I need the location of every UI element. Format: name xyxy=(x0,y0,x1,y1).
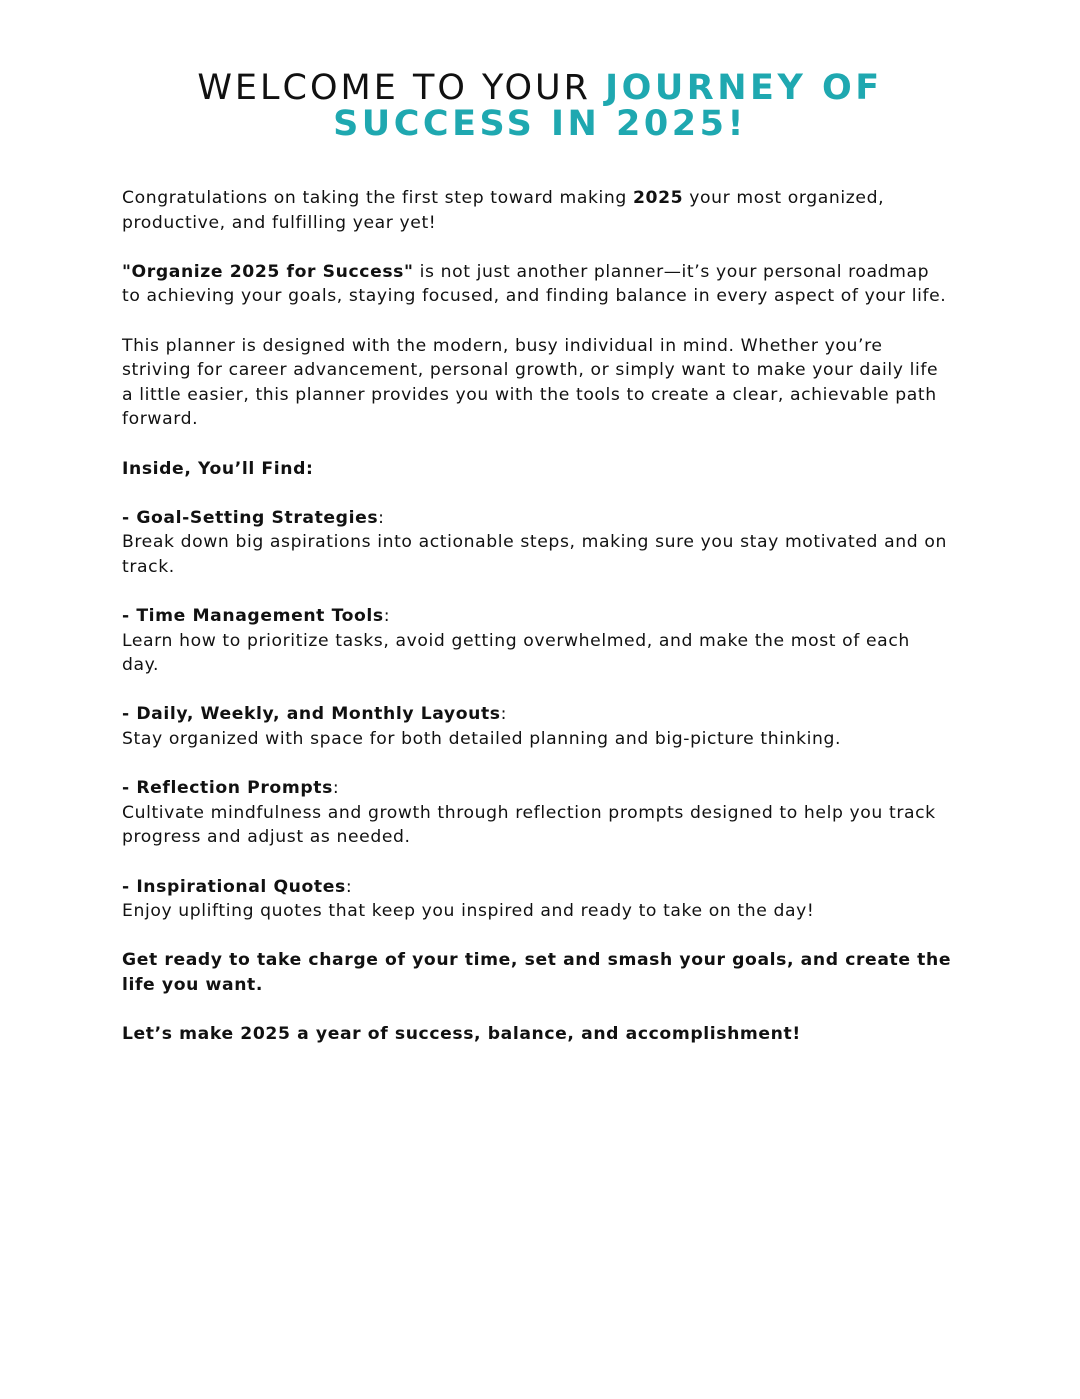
feature-description-reflection: Cultivate mindfulness and growth through reflection prompts designed to help you track progress and adjust as needed. xyxy=(122,802,936,848)
intro-p1-before: Congratulations on taking the first step toward making xyxy=(122,188,633,208)
title-plain-text: WELCOME TO YOUR xyxy=(197,68,606,108)
feature-colon: : xyxy=(345,876,353,897)
feature-description-quotes: Enjoy uplifting quotes that keep you inspired and ready to take on the day! xyxy=(122,901,815,922)
title-accent-line-2: SUCCESS IN 2025! xyxy=(333,104,747,144)
planner-name: "Organize 2025 for Success" xyxy=(122,261,414,282)
feature-colon: : xyxy=(378,507,385,528)
closing-line-2: Let’s make 2025 a year of success, balance, and accomplishment! xyxy=(122,1024,801,1045)
feature-description-layouts: Stay organized with space for both detailed planning and big-picture thinking. xyxy=(122,729,842,750)
feature-title-reflection xyxy=(122,776,952,801)
inside-heading: Inside, You’ll Find: xyxy=(122,458,314,479)
feature-title-time-management xyxy=(122,604,952,629)
title-accent-line-1: JOURNEY OF xyxy=(605,68,883,108)
feature-title-text: - Daily, Weekly, and Monthly Layouts xyxy=(122,704,501,725)
feature-title-text: - Reflection Prompts xyxy=(122,778,333,799)
feature-title-text: - Time Management Tools xyxy=(122,606,384,627)
feature-description-goal-setting: Break down big aspirations into actionable steps, making sure you stay motivated and on track. xyxy=(122,532,947,577)
intro-p1-bold: 2025 xyxy=(632,188,684,208)
page-title xyxy=(60,70,1020,142)
body-content xyxy=(122,186,952,1071)
feature-title-quotes xyxy=(122,875,952,900)
intro-paragraph-3: This planner is designed with the modern, busy individual in mind. Whether you’re striving for career advancement, personal growth, or simply want to make your daily life a little easier, this planner provides you with the tools to create a clear, achievable path forward. xyxy=(122,335,939,430)
feature-colon: : xyxy=(500,704,508,725)
intro-p1-after: your most organized, productive, and fulfilling year yet! xyxy=(122,188,885,233)
feature-colon: : xyxy=(332,778,340,799)
feature-description-time-management: Learn how to prioritize tasks, avoid getting overwhelmed, and make the most of each day. xyxy=(122,630,910,676)
intro-paragraph-1 xyxy=(122,186,952,235)
feature-title-text: - Inspirational Quotes xyxy=(122,876,346,897)
intro-paragraph-2 xyxy=(122,260,952,309)
feature-title-layouts xyxy=(122,702,952,727)
closing-line-1: Get ready to take charge of your time, set and smash your goals, and create the life you want. xyxy=(122,950,952,995)
intro-p2-after: is not just another planner—it’s your personal roadmap to achieving your goals, staying focused, and finding balance in every aspect of your life. xyxy=(122,261,947,307)
feature-title-text: - Goal-Setting Strategies xyxy=(122,507,379,528)
feature-colon: : xyxy=(383,606,391,627)
feature-title-goal-setting xyxy=(122,506,952,531)
